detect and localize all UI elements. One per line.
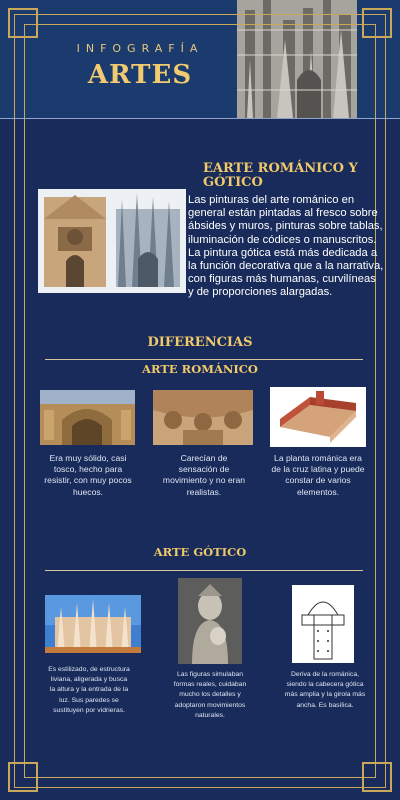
romanesque-caption-1: Era muy sólido, casi tosco, hecho para resistir, con muy pocos huecos. xyxy=(44,453,132,497)
gothic-divider xyxy=(45,570,363,571)
romanesque-caption-2: Carecían de sensación de movimiento y no eran realistas. xyxy=(162,453,246,497)
gothic-caption-2: Las figuras simulaban formas reales, cuidaban mucho los detalles y adoptaron movimientos naturales. xyxy=(173,671,247,719)
gothic-cathedral-photo xyxy=(45,595,141,653)
header-divider xyxy=(0,118,400,119)
churches-comparison-photo xyxy=(38,189,186,293)
gothic-sculpture-photo xyxy=(178,578,242,664)
intro-heading: EARTE ROMÁNICO Y GÓTICO xyxy=(203,161,358,190)
corner-ornament-tl xyxy=(8,8,38,38)
romanesque-heading: ARTE ROMÁNICO xyxy=(142,362,258,376)
romanesque-floorplan-illustration xyxy=(270,387,366,447)
page-title: ARTES xyxy=(87,60,193,90)
corner-ornament-bl xyxy=(8,762,38,792)
differences-heading: DIFERENCIAS xyxy=(147,335,253,350)
romanesque-capital-photo xyxy=(153,390,253,445)
romanesque-facade-photo xyxy=(40,390,135,445)
header-overline: INFOGRAFÍA xyxy=(76,42,204,55)
romanesque-caption-3: La planta románica era de la cruz latina y puede constar de varios elementos. xyxy=(271,453,365,497)
gothic-heading: ARTE GÓTICO xyxy=(153,545,247,559)
intro-paragraph: Las pinturas del arte románico en general están pintadas al fresco sobre ábsides y muros, pinturas sobre tablas, iluminación de códices o manuscritos. La pintura gótica está más dedicada a la función decorativa que a la narrativa, con figuras más humanas, curvilíneas y de proporciones alargadas. xyxy=(188,194,384,299)
differences-divider xyxy=(45,359,363,360)
gothic-caption-3: Deriva de la románica, siendo la cabecera gótica más amplia y la girola más ancha. Es basílica. xyxy=(284,671,366,709)
gothic-floorplan-diagram xyxy=(292,585,354,663)
corner-ornament-tr xyxy=(362,8,392,38)
corner-ornament-br xyxy=(362,762,392,792)
gothic-caption-1: Es estilizado, de estructura liviana, aligerada y busca la altura y la entrada de la luz. Sus paredes se sustituyen por vidrieras. xyxy=(48,666,130,714)
